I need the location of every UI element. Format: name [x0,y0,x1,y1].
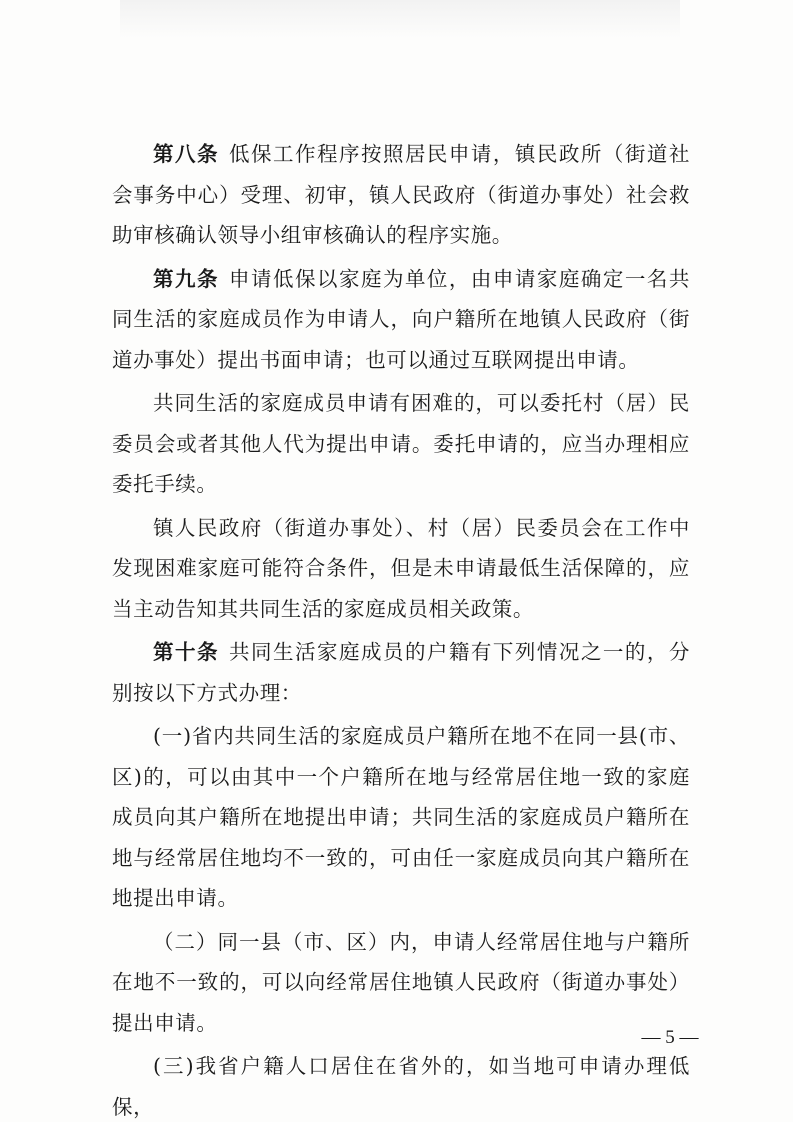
paragraph-item-3 [112,1046,690,1127]
paragraph-article-8 [112,134,690,256]
paragraph-text: 镇人民政府（街道办事处）、村（居）民委员会在工作中发现困难家庭可能符合条件，但是未申请最低生活保障的，应当主动告知其共同生活的家庭成员相关政策。 [112,515,690,621]
paragraph-text: (三)我省户籍人口居住在省外的，如当地可申请办理低保， [112,1054,690,1119]
paragraph-text: 共同生活的家庭成员申请有困难的，可以委托村（居）民委员会或者其他人代为提出申请。委托申请的，应当办理相应委托手续。 [112,391,690,496]
document-body [112,134,690,1130]
paragraph-article-9 [112,259,690,381]
paragraph-item-2 [112,922,690,1044]
paragraph-text: (一)省内共同生活的家庭成员户籍所在地不在同一县(市、区)的，可以由其中一个户籍所在地与经常居住地一致的家庭成员向其户籍所在地提出申请；共同生活的家庭成员户籍所在地与经常居住地均不一致的，可由任一家庭成员向其户籍所在地提出申请。 [112,724,690,910]
paragraph-article-10 [112,632,690,713]
scan-shadow [120,0,680,38]
paragraph-text: 低保工作程序按照居民申请，镇民政所（街道社会事务中心）受理、初审，镇人民政府（街道办事处）社会救助审核确认领导小组审核确认的程序实施。 [112,142,690,247]
article-heading: 第十条 [153,640,219,664]
article-heading: 第八条 [153,142,219,166]
paragraph-item-1 [112,716,690,919]
article-heading: 第九条 [153,266,219,291]
paragraph-delegated-application [112,383,690,505]
paragraph-text: 申请低保以家庭为单位，由申请家庭确定一名共同生活的家庭成员作为申请人，向户籍所在地镇人民政府（街道办事处）提出书面申请；也可以通过互联网提出申请。 [112,266,690,372]
page-number: — 5 — [641,1027,699,1048]
paragraph-proactive-notice [112,508,690,630]
paragraph-text: 共同生活家庭成员的户籍有下列情况之一的，分别按以下方式办理： [112,640,690,705]
paragraph-text: （二）同一县（市、区）内，申请人经常居住地与户籍所在地不一致的，可以向经常居住地镇人民政府（街道办事处）提出申请。 [112,929,690,1035]
